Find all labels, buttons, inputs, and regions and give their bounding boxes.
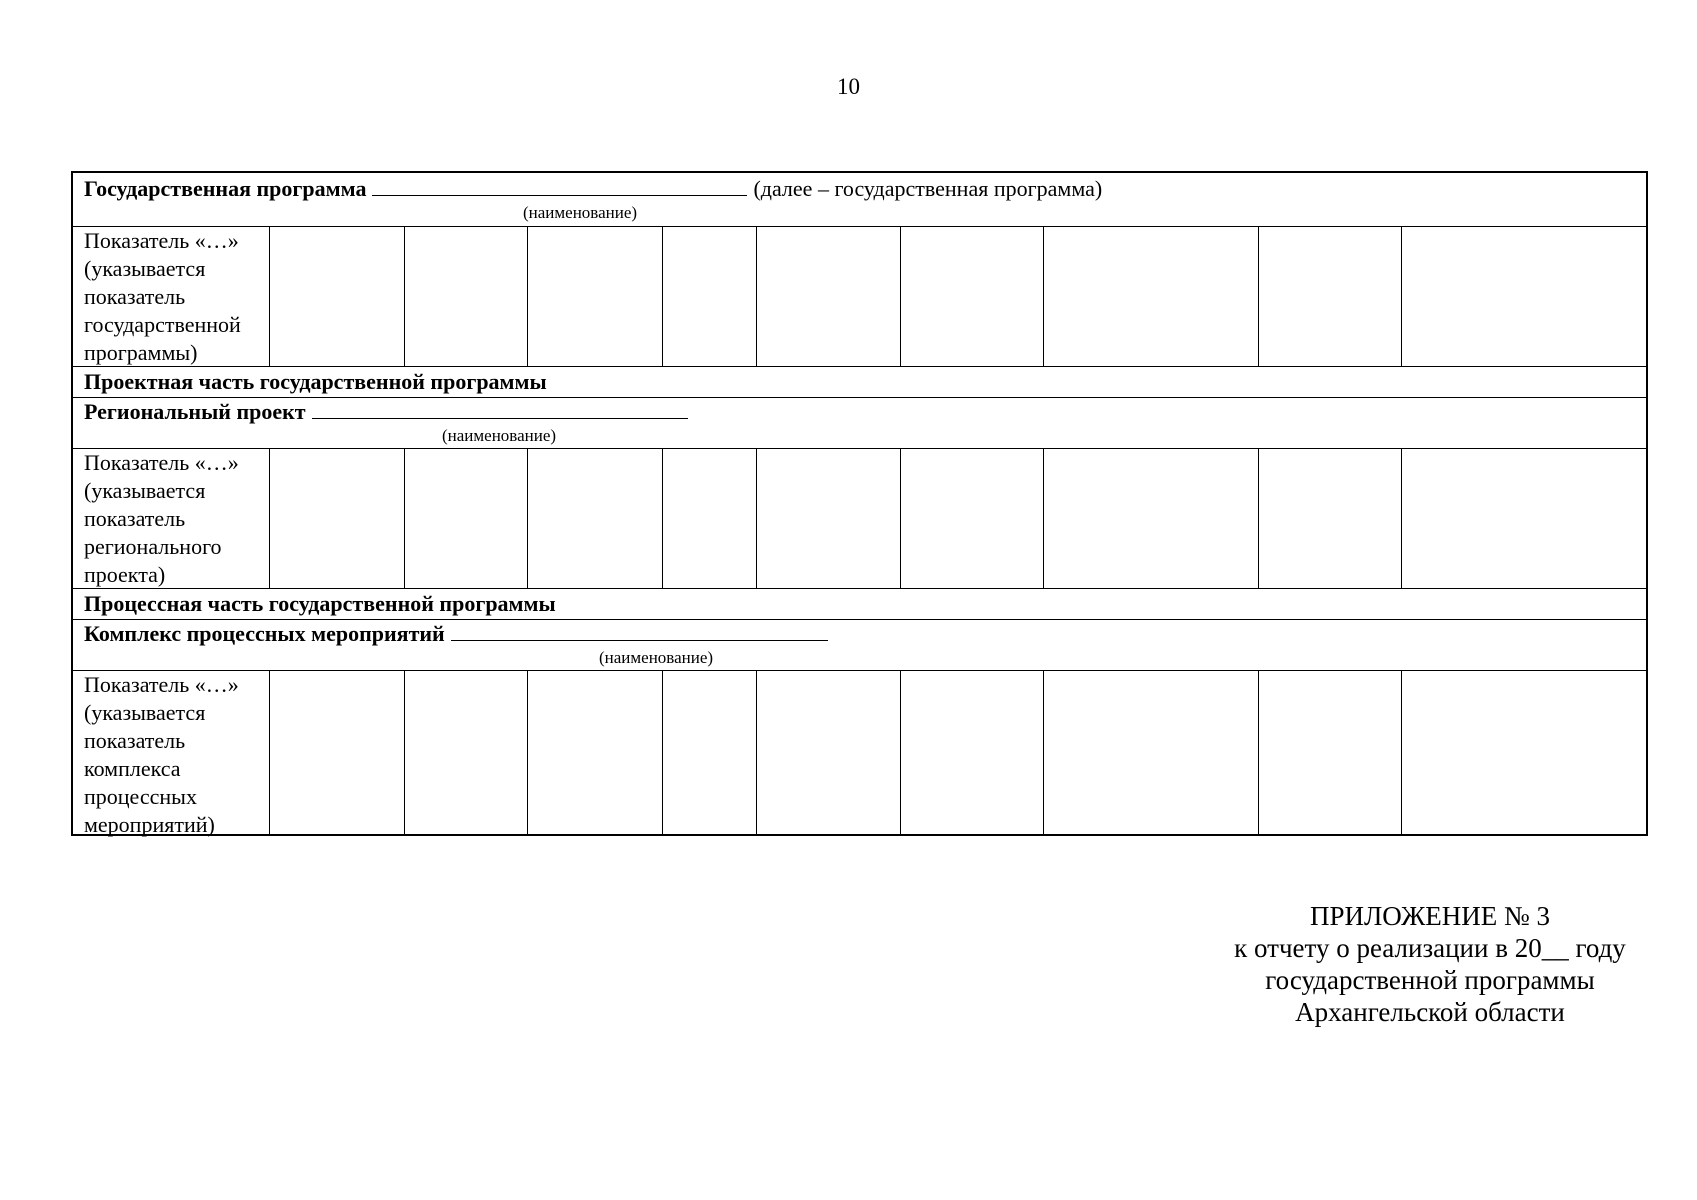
column-divider xyxy=(269,448,270,588)
row-divider xyxy=(73,670,1646,671)
name-blank-line xyxy=(372,177,747,196)
row-divider xyxy=(73,226,1646,227)
column-divider xyxy=(662,670,663,836)
name-blank-line xyxy=(451,622,828,641)
column-divider xyxy=(1043,670,1044,836)
process-complex-caption: (наименование) xyxy=(599,648,714,667)
process-part-heading: Процессная часть государственной программы xyxy=(84,591,556,616)
program-header-title: Государственная программа xyxy=(84,176,367,201)
column-divider xyxy=(756,670,757,836)
appendix-line-4: Архангельской области xyxy=(1295,997,1565,1027)
column-divider xyxy=(662,226,663,366)
process-complex-title: Комплекс процессных мероприятий xyxy=(84,621,445,646)
column-divider xyxy=(756,448,757,588)
regional-project-header xyxy=(84,399,688,425)
process-indicator-label: Показатель «…» (указывается показатель комплекса процессных мероприятий) xyxy=(84,672,239,837)
report-table xyxy=(71,171,1648,836)
column-divider xyxy=(527,448,528,588)
column-divider xyxy=(527,670,528,836)
column-divider xyxy=(527,226,528,366)
appendix-line-2: к отчету о реализации в 20__ году xyxy=(1234,933,1626,963)
column-divider xyxy=(662,448,663,588)
column-divider xyxy=(900,226,901,366)
page-number: 10 xyxy=(837,74,860,99)
column-divider xyxy=(269,226,270,366)
column-divider xyxy=(1258,226,1259,366)
regional-project-caption: (наименование) xyxy=(442,426,557,445)
column-divider xyxy=(404,670,405,836)
program-header-tail: (далее – государственная программа) xyxy=(753,176,1103,201)
column-divider xyxy=(1258,670,1259,836)
row-divider xyxy=(73,397,1646,398)
column-divider xyxy=(269,670,270,836)
program-name-caption: (наименование) xyxy=(523,203,638,222)
column-divider xyxy=(1043,226,1044,366)
project-part-heading: Проектная часть государственной программы xyxy=(84,369,547,394)
appendix-line-3: государственной программы xyxy=(1265,965,1595,995)
regional-project-title: Региональный проект xyxy=(84,399,306,424)
column-divider xyxy=(1043,448,1044,588)
column-divider xyxy=(1401,670,1402,836)
column-divider xyxy=(1401,448,1402,588)
column-divider xyxy=(404,226,405,366)
column-divider xyxy=(900,670,901,836)
column-divider xyxy=(404,448,405,588)
process-complex-header xyxy=(84,621,828,647)
appendix-block xyxy=(1160,900,1697,1028)
row-divider xyxy=(73,448,1646,449)
column-divider xyxy=(756,226,757,366)
row-divider xyxy=(73,588,1646,589)
column-divider xyxy=(1401,226,1402,366)
name-blank-line xyxy=(312,400,688,419)
program-header xyxy=(84,176,1102,202)
program-indicator-label: Показатель «…» (указывается показатель государственной программы) xyxy=(84,228,241,365)
row-divider xyxy=(73,619,1646,620)
row-divider xyxy=(73,366,1646,367)
column-divider xyxy=(900,448,901,588)
column-divider xyxy=(1258,448,1259,588)
project-indicator-label: Показатель «…» (указывается показатель регионального проекта) xyxy=(84,450,239,587)
appendix-title: ПРИЛОЖЕНИЕ № 3 xyxy=(1309,901,1551,931)
